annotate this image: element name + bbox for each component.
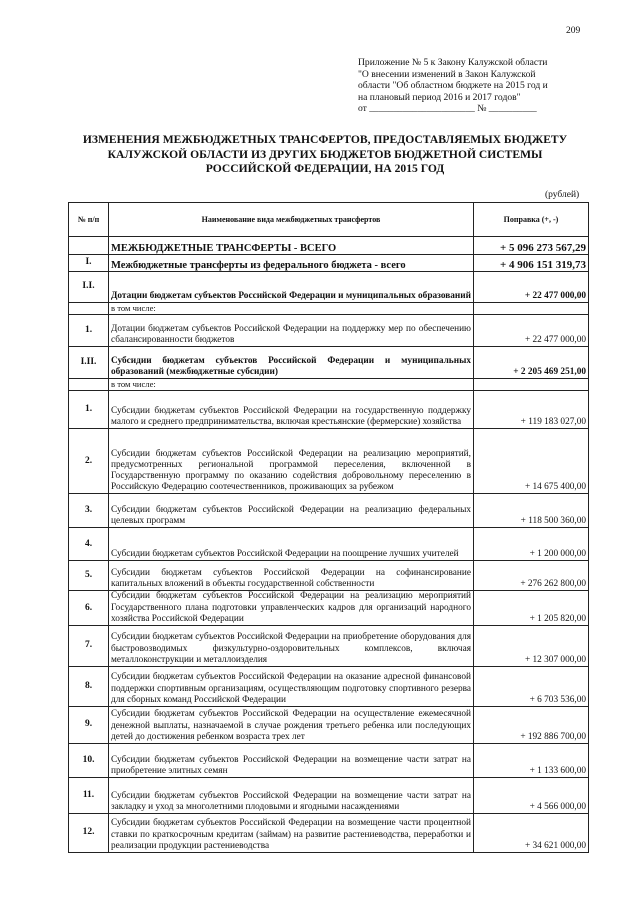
- table-row: [69, 391, 589, 429]
- row-number: 11.: [69, 778, 109, 814]
- row-number: [69, 237, 109, 255]
- row-name: Межбюджетные трансферты из федерального бюджета - всего: [109, 255, 474, 272]
- row-amount: + 14 675 400,00: [474, 429, 589, 494]
- row-name: Субсидии бюджетам субъектов Российской Федерации на реализацию мероприятий, предусмотренных региональной программой переселения, включенной в Государственную программу по оказанию содействия добровольному переселению в Российскую Федерацию соотечественников, проживающих за рубежом: [109, 429, 474, 494]
- row-number: 12.: [69, 814, 109, 853]
- title-line: ИЗМЕНЕНИЯ МЕЖБЮДЖЕТНЫХ ТРАНСФЕРТОВ, ПРЕДОСТАВЛЯЕМЫХ БЮДЖЕТУ: [82, 133, 568, 146]
- row-number: [69, 303, 109, 315]
- row-amount: + 4 566 000,00: [474, 778, 589, 814]
- row-amount: + 5 096 273 567,29: [474, 237, 589, 255]
- table-row: [69, 744, 589, 778]
- row-name: Субсидии бюджетам субъектов Российской Федерации на реализацию федеральных целевых программ: [109, 494, 474, 528]
- units-label: (рублей): [545, 190, 580, 200]
- row-number: 2.: [69, 429, 109, 494]
- appendix-line: области "Об областном бюджете на 2015 год и: [358, 80, 548, 92]
- table-body: [69, 237, 589, 853]
- row-name: Субсидии бюджетам субъектов Российской Федерации на оказание адресной финансовой поддержки спортивным организациям, осуществляющим подготовку спортивного резерва для сборных команд Российской Федерации: [109, 667, 474, 707]
- table-row: [69, 315, 589, 347]
- row-number: 3.: [69, 494, 109, 528]
- title-line: КАЛУЖСКОЙ ОБЛАСТИ ИЗ ДРУГИХ БЮДЖЕТОВ БЮДЖЕТНОЙ СИСТЕМЫ: [107, 147, 543, 161]
- row-amount: [474, 379, 589, 391]
- table-row: [69, 667, 589, 707]
- row-number: I.: [69, 255, 109, 272]
- row-number: 6.: [69, 591, 109, 626]
- page-number: 209: [566, 26, 581, 36]
- table-row: [69, 303, 589, 315]
- row-name: Субсидии бюджетам субъектов Российской Федерации на возмещение части процентной ставки по краткосрочным кредитам (займам) на развитие растениеводства, переработки и реализации продукции растениеводства: [109, 814, 474, 853]
- row-amount: + 1 133 600,00: [474, 744, 589, 778]
- row-name: Субсидии бюджетам субъектов Российской Федерации на реализацию мероприятий Государственного плана подготовки управленческих кадров для организаций народного хозяйства Российской Федерации: [109, 591, 474, 626]
- row-amount: + 22 477 000,00: [474, 272, 589, 303]
- row-name: Субсидии бюджетам субъектов Российской Федерации на поощрение лучших учителей: [109, 528, 474, 561]
- document-title: [60, 133, 590, 177]
- table-row: [69, 272, 589, 303]
- table-row: [69, 255, 589, 272]
- table-row: [69, 778, 589, 814]
- row-name: в том числе:: [109, 303, 474, 315]
- row-number: [69, 379, 109, 391]
- row-number: 10.: [69, 744, 109, 778]
- appendix-line: от ______________________ № __________: [358, 103, 537, 115]
- table-row: [69, 429, 589, 494]
- row-amount: + 2 205 469 251,00: [474, 347, 589, 379]
- row-name: Субсидии бюджетам субъектов Российской Федерации на софинансирование капитальных вложений в объекты государственной собственности: [109, 561, 474, 591]
- row-amount: + 1 200 000,00: [474, 528, 589, 561]
- table-row: [69, 707, 589, 744]
- transfers-table: [68, 202, 589, 853]
- table-row: [69, 379, 589, 391]
- row-number: 1.: [69, 391, 109, 429]
- row-amount: + 119 183 027,00: [474, 391, 589, 429]
- title-line: РОССИЙСКОЙ ФЕДЕРАЦИИ, НА 2015 ГОД: [205, 162, 445, 175]
- table-row: [69, 494, 589, 528]
- column-header-amount: Поправка (+, -): [474, 203, 589, 237]
- row-number: 8.: [69, 667, 109, 707]
- row-amount: + 276 262 800,00: [474, 561, 589, 591]
- column-header-name: Наименование вида межбюджетных трансфертов: [109, 203, 474, 237]
- row-amount: [474, 303, 589, 315]
- row-number: 7.: [69, 626, 109, 667]
- row-name: Дотации бюджетам субъектов Российской Федерации на поддержку мер по обеспечению сбалансированности бюджетов: [109, 315, 474, 347]
- row-amount: + 22 477 000,00: [474, 315, 589, 347]
- row-amount: + 6 703 536,00: [474, 667, 589, 707]
- row-amount: + 118 500 360,00: [474, 494, 589, 528]
- table-row: [69, 626, 589, 667]
- table-row: [69, 347, 589, 379]
- row-name: МЕЖБЮДЖЕТНЫЕ ТРАНСФЕРТЫ - ВСЕГО: [109, 237, 474, 255]
- row-name: Субсидии бюджетам субъектов Российской Федерации на приобретение оборудования для быстровозводимых физкультурно-оздоровительных комплексов, включая металлоконструкции и металлоизделия: [109, 626, 474, 667]
- table-row: [69, 814, 589, 853]
- row-name: Дотации бюджетам субъектов Российской Федерации и муниципальных образований: [109, 272, 474, 303]
- table-row: [69, 561, 589, 591]
- row-name: Субсидии бюджетам субъектов Российской Федерации на государственную поддержку малого и среднего предпринимательства, включая крестьянские (фермерские) хозяйства: [109, 391, 474, 429]
- row-number: I.II.: [69, 347, 109, 379]
- column-header-number: № п/п: [69, 203, 109, 237]
- row-name: Субсидии бюджетам субъектов Российской Федерации и муниципальных образований (межбюджетные субсидии): [109, 347, 474, 379]
- appendix-line: на плановый период 2016 и 2017 годов": [358, 91, 521, 103]
- row-name: в том числе:: [109, 379, 474, 391]
- row-amount: + 34 621 000,00: [474, 814, 589, 853]
- table-row: [69, 591, 589, 626]
- table-header-row: [69, 203, 589, 237]
- row-amount: + 192 886 700,00: [474, 707, 589, 744]
- row-amount: + 1 205 820,00: [474, 591, 589, 626]
- row-name: Субсидии бюджетам субъектов Российской Федерации на осуществление ежемесячной денежной выплаты, назначаемой в случае рождения третьего ребенка или последующих детей до достижения ребенком возраста трех лет: [109, 707, 474, 744]
- row-name: Субсидии бюджетам субъектов Российской Федерации на возмещение части затрат на закладку и уход за многолетними плодовыми и ягодными насаждениями: [109, 778, 474, 814]
- appendix-line: "О внесении изменений в Закон Калужской: [358, 68, 536, 80]
- row-amount: + 12 307 000,00: [474, 626, 589, 667]
- row-number: 9.: [69, 707, 109, 744]
- row-number: 5.: [69, 561, 109, 591]
- table-row: [69, 237, 589, 255]
- row-number: 1.: [69, 315, 109, 347]
- row-number: I.I.: [69, 272, 109, 303]
- appendix-reference: [358, 57, 598, 115]
- row-name: Субсидии бюджетам субъектов Российской Федерации на возмещение части затрат на приобретение элитных семян: [109, 744, 474, 778]
- table-row: [69, 528, 589, 561]
- row-number: 4.: [69, 528, 109, 561]
- appendix-line: Приложение № 5 к Закону Калужской области: [358, 57, 548, 68]
- row-amount: + 4 906 151 319,73: [474, 255, 589, 272]
